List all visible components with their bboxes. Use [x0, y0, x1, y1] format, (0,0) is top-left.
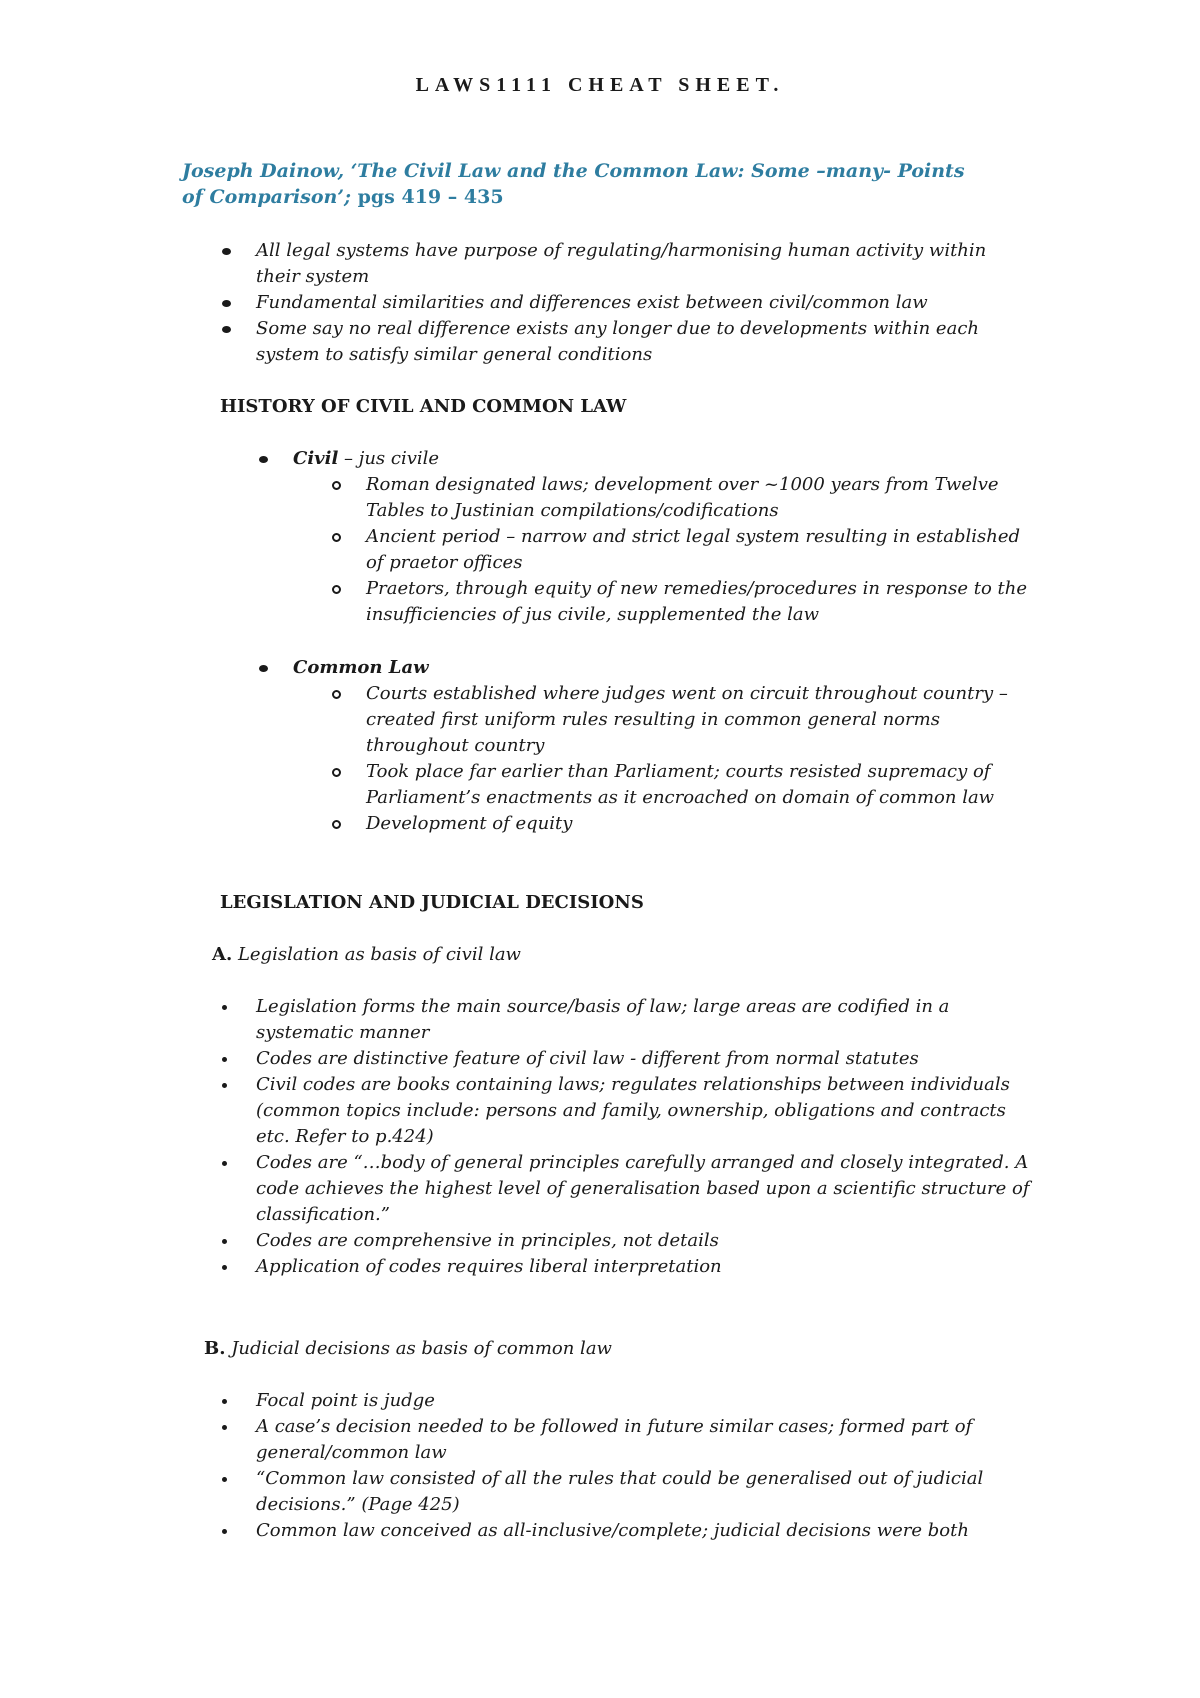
list-item: Focal point is judge	[256, 1388, 1026, 1414]
section-a-title: Legislation as basis of civil law	[232, 944, 521, 965]
list-item: Codes are “…body of general principles carefully arranged and closely integrated. A code achieves the highest level of generalisation based upon a scientific structure of classification.”	[256, 1150, 1036, 1228]
list-item: Codes are comprehensive in principles, not details	[256, 1228, 1036, 1254]
list-item: Application of codes requires liberal interpretation	[256, 1254, 1036, 1280]
list-item: Ancient period – narrow and strict legal system resulting in established of praetor offices	[366, 524, 1036, 576]
list-item: Some say no real difference exists any longer due to developments within each system to satisfy similar general conditions	[256, 316, 1016, 368]
intro-list	[256, 238, 1016, 368]
common-points	[366, 681, 1036, 837]
list-item: “Common law consisted of all the rules that could be generalised out of judicial decisions.” (Page 425)	[256, 1466, 1026, 1518]
civil-item	[293, 446, 1033, 472]
legislation-heading: LEGISLATION AND JUDICIAL DECISIONS	[220, 892, 644, 913]
article-citation	[182, 158, 982, 210]
section-b-title: Judicial decisions as basis of common law	[225, 1338, 612, 1359]
page-title: LAWS1111 CHEAT SHEET.	[415, 74, 785, 96]
list-item: Codes are distinctive feature of civil law - different from normal statutes	[256, 1046, 1036, 1072]
citation-title: Joseph Dainow, ‘The Civil Law and the Common Law: Some –many- Points of Comparison’;	[182, 160, 965, 208]
list-item: Praetors, through equity of new remedies/procedures in response to the insufficiencies of jus civile, supplemented the law	[366, 576, 1036, 628]
list-item: Courts established where judges went on circuit throughout country – created first uniform rules resulting in common general norms throughout country	[366, 681, 1036, 759]
section-b-heading	[204, 1336, 612, 1362]
common-item	[293, 655, 1033, 681]
list-item: Civil codes are books containing laws; regulates relationships between individuals (common topics include: persons and family, ownership, obligations and contracts etc. Refer to p.424)	[256, 1072, 1036, 1150]
history-heading: HISTORY OF CIVIL AND COMMON LAW	[220, 396, 627, 417]
list-item: A case’s decision needed to be followed in future similar cases; formed part of general/common law	[256, 1414, 1026, 1466]
list-item: Took place far earlier than Parliament; courts resisted supremacy of Parliament’s enactments as it encroached on domain of common law	[366, 759, 1036, 811]
section-b-letter: B.	[204, 1338, 226, 1359]
list-item: Legislation forms the main source/basis of law; large areas are codified in a systematic manner	[256, 994, 1036, 1046]
list-item: Development of equity	[366, 811, 1036, 837]
list-item: All legal systems have purpose of regulating/harmonising human activity within their system	[256, 238, 1016, 290]
civil-list	[293, 446, 1033, 472]
civil-label: Civil	[293, 448, 339, 469]
section-a-letter: A.	[212, 944, 233, 965]
list-item: Roman designated laws; development over ~1000 years from Twelve Tables to Justinian compilations/codifications	[366, 472, 1036, 524]
list-item: Fundamental similarities and differences exist between civil/common law	[256, 290, 1016, 316]
common-list	[293, 655, 1033, 681]
section-b-list	[256, 1388, 1026, 1544]
civil-points	[366, 472, 1036, 628]
citation-pages: pgs 419 – 435	[351, 186, 504, 208]
common-label: Common Law	[293, 657, 429, 678]
list-item: Common law conceived as all-inclusive/complete; judicial decisions were both	[256, 1518, 1026, 1544]
civil-subtitle: – jus civile	[338, 448, 440, 469]
section-a-list	[256, 994, 1036, 1280]
section-a-heading	[212, 942, 521, 968]
